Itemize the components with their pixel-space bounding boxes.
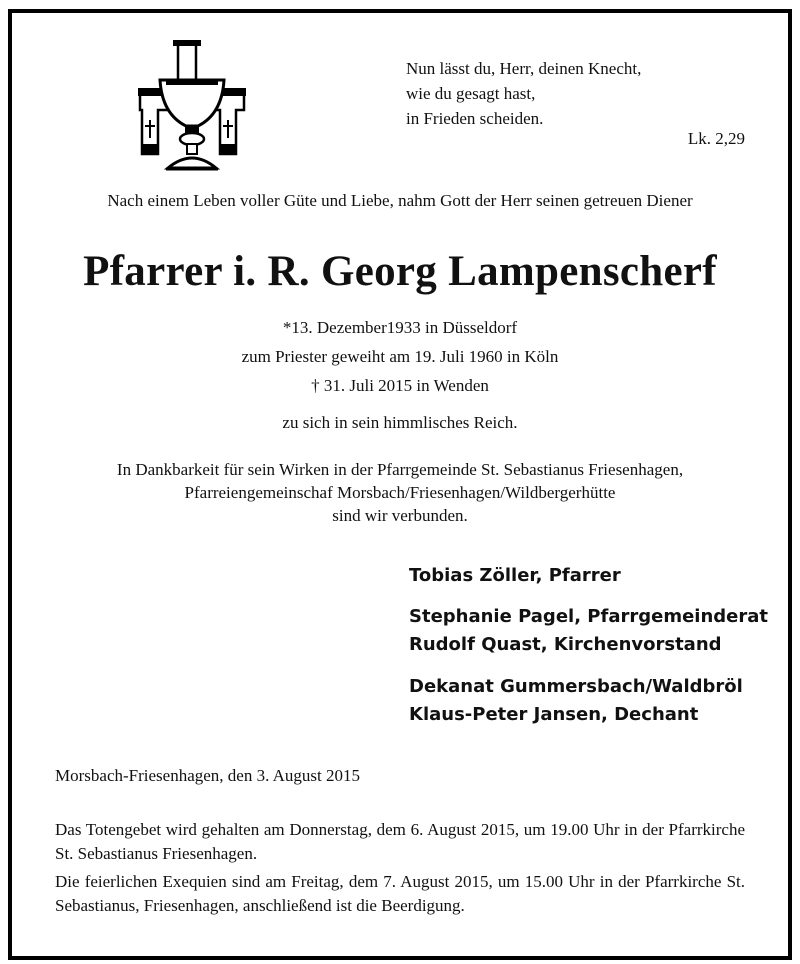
gratitude-line: Pfarreiengemeinschaf Morsbach/Friesenhagen/Wildbergerhütte [184,483,616,502]
intro-text: Nach einem Leben voller Güte und Liebe, nahm Gott der Herr seinen getreuen Diener [107,191,693,210]
deceased-name: Pfarrer i. R. Georg Lampenscherf [83,248,717,295]
birth-date: *13. Dezember1933 in Düsseldorf [282,318,518,337]
notice-prayer: Das Totengebet wird gehalten am Donnerstag, dem 6. August 2015, um 19.00 Uhr in der Pfarrkirche St. Sebastianus Friesenhagen. [55,820,745,863]
gratitude-line: sind wir verbunden. [332,506,468,525]
scripture-quote [406,56,641,131]
signer-group-deanery [409,673,743,729]
signer: Stephanie Pagel, Pfarrgemeinderat [409,606,768,627]
gratitude-line: In Dankbarkeit für sein Wirken in der Pfarrgemeinde St. Sebastianus Friesenhagen, [116,460,684,479]
place-and-date: Morsbach-Friesenhagen, den 3. August 2015 [55,766,361,785]
ordination-date: zum Priester geweiht am 19. Juli 1960 in Köln [241,347,559,366]
life-dates [0,313,800,400]
signer: Rudolf Quast, Kirchenvorstand [409,634,722,655]
signer: Tobias Zöller, Pfarrer [409,565,621,586]
signer-group-councils [409,603,768,659]
signer: Klaus-Peter Jansen, Dechant [409,704,699,725]
heaven-line: zu sich in sein himmlisches Reich. [282,413,518,432]
death-date: † 31. Juli 2015 in Wenden [311,376,489,395]
quote-line: wie du gesagt hast, [406,84,536,103]
chalice-with-stoles-icon [128,34,256,174]
gratitude-text [0,458,800,527]
quote-line: in Frieden scheiden. [406,109,544,128]
quote-line: Nun lässt du, Herr, deinen Knecht, [406,59,642,78]
signer-group-parish-priest [409,562,621,590]
signer: Dekanat Gummersbach/Waldbröl [409,676,743,697]
scripture-reference: Lk. 2,29 [687,129,745,148]
notice-funeral: Die feierlichen Exequien sind am Freitag, dem 7. August 2015, um 15.00 Uhr in der Pfarrkirche St. Sebastianus, Friesenhagen, anschließend ist die Beerdigung. [55,872,745,915]
